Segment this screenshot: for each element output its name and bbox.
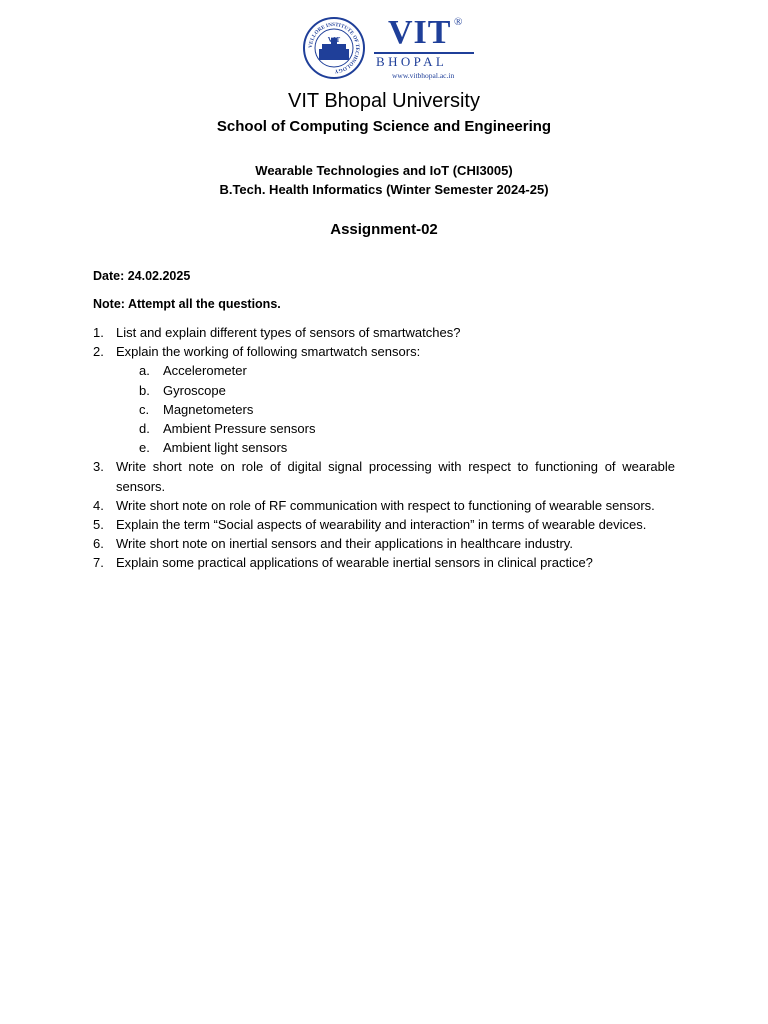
sub-question-letter: c.	[139, 401, 150, 417]
question-number: 5.	[93, 517, 104, 533]
question-item	[93, 515, 675, 534]
vit-wordmark	[374, 14, 478, 84]
sub-question-item	[93, 381, 675, 400]
sub-question-text: Ambient light sensors	[163, 440, 288, 456]
assignment-title: Assignment-02	[330, 221, 438, 238]
vit-seal-icon	[302, 16, 366, 80]
svg-text:VIT: VIT	[327, 36, 341, 44]
question-item	[93, 323, 675, 342]
sub-question-text: Gyroscope	[163, 382, 226, 398]
sub-question-text: Accelerometer	[163, 363, 247, 379]
question-text: Explain some practical applications of wearable inertial sensors in clinical practice?	[116, 555, 593, 571]
sub-question-letter: d.	[139, 421, 150, 437]
question-number: 2.	[93, 344, 104, 360]
question-number: 6.	[93, 536, 104, 552]
sub-question-letter: b.	[139, 382, 150, 398]
question-text: List and explain different types of sensors of smartwatches?	[116, 325, 461, 340]
question-item	[93, 553, 675, 572]
question-number: 3.	[93, 459, 104, 475]
question-item	[93, 457, 675, 495]
question-list	[93, 323, 675, 573]
svg-text:VELLORE INSTITUTE OF TECHNOLOG: VELLORE INSTITUTE OF TECHNOLOGY	[307, 21, 361, 75]
sub-question-letter: a.	[139, 363, 150, 379]
wordmark-vit: VIT	[388, 14, 452, 51]
question-number: 1.	[93, 325, 104, 340]
program-title: B.Tech. Health Informatics (Winter Semester 2024-25)	[219, 182, 549, 197]
question-text: Explain the working of following smartwatch sensors:	[116, 344, 421, 360]
website-url: www.vitbhopal.ac.in	[392, 71, 455, 80]
course-title: Wearable Technologies and IoT (CHI3005)	[255, 163, 513, 178]
university-title: VIT Bhopal University	[288, 90, 480, 112]
question-item	[93, 534, 675, 553]
vit-bhopal-logo	[302, 14, 477, 84]
question-item	[93, 496, 675, 515]
question-item	[93, 342, 675, 361]
question-text: Explain the term “Social aspects of wearability and interaction” in terms of wearable devices.	[116, 517, 647, 533]
school-name: School of Computing Science and Engineering	[216, 118, 552, 135]
sub-question-item	[93, 400, 675, 419]
sub-question-text: Ambient Pressure sensors	[163, 421, 316, 437]
question-text: Write short note on role of RF communication with respect to functioning of wearable sensors.	[116, 497, 655, 513]
assignment-note: Note: Attempt all the questions.	[93, 297, 281, 311]
question-text: Write short note on inertial sensors and their applications in healthcare industry.	[116, 536, 573, 552]
question-number: 7.	[93, 555, 104, 571]
question-number: 4.	[93, 497, 104, 513]
sub-question-item	[93, 438, 675, 457]
wordmark-bhopal: BHOPAL	[376, 54, 448, 69]
sub-question-item	[93, 361, 675, 380]
sub-question-text: Magnetometers	[163, 401, 254, 417]
sub-question-item	[93, 419, 675, 438]
assignment-date: Date: 24.02.2025	[93, 269, 191, 283]
question-text: Write short note on role of digital signal processing with respect to functioning of wearable sensors.	[116, 459, 675, 494]
sub-question-letter: e.	[139, 440, 150, 456]
registered-mark: ®	[454, 16, 463, 28]
